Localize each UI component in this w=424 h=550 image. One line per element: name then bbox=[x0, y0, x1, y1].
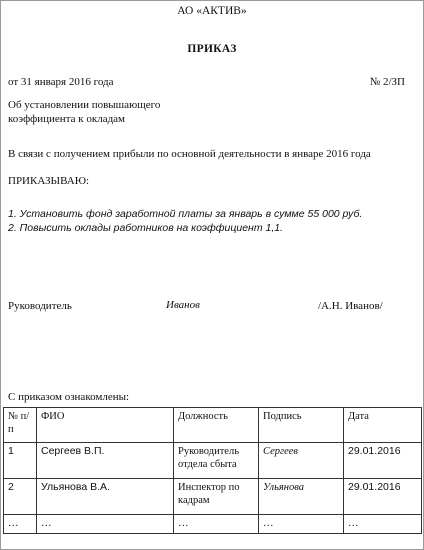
table-header-row bbox=[4, 408, 422, 443]
signer-role: Руководитель bbox=[8, 300, 72, 312]
order-number: № 2/ЗП bbox=[369, 76, 405, 88]
cell-name: Ульянова В.А. bbox=[37, 479, 174, 515]
cell-position: … bbox=[174, 515, 259, 534]
header-date: Дата bbox=[344, 408, 422, 443]
order-item: 1. Установить фонд заработной платы за январь в сумме 55 000 руб. bbox=[8, 208, 363, 220]
cell-name: Сергеев В.П. bbox=[37, 443, 174, 479]
signer-name: /А.Н. Иванов/ bbox=[318, 300, 383, 312]
cell-number: … bbox=[4, 515, 37, 534]
subject-line: коэффициента к окладам bbox=[8, 113, 126, 125]
order-item: 2. Повысить оклады работников на коэффициент 1,1. bbox=[8, 222, 283, 234]
cell-position: Руководитель отдела сбыта bbox=[174, 443, 259, 479]
header-number: № п/п bbox=[4, 408, 37, 443]
cell-signature: Ульянова bbox=[259, 479, 344, 515]
cell-signature: Сергеев bbox=[259, 443, 344, 479]
order-word: ПРИКАЗЫВАЮ: bbox=[8, 175, 90, 187]
table-row bbox=[4, 443, 422, 479]
cell-number: 1 bbox=[4, 443, 37, 479]
cell-name: … bbox=[37, 515, 174, 534]
header-name: ФИО bbox=[37, 408, 174, 443]
header-position: Должность bbox=[174, 408, 259, 443]
acknowledgement-table bbox=[3, 407, 422, 534]
cell-date: 29.01.2016 bbox=[344, 479, 422, 515]
order-subject bbox=[8, 98, 160, 126]
table-row bbox=[4, 515, 422, 534]
order-reason: В связи с получением прибыли по основной деятельности в январе 2016 года bbox=[8, 148, 371, 160]
organization-name: АО «АКТИВ» bbox=[177, 5, 247, 17]
cell-date: … bbox=[344, 515, 422, 534]
table-row bbox=[4, 479, 422, 515]
handwritten-signature: Иванов bbox=[166, 299, 200, 311]
cell-position: Инспектор по кадрам bbox=[174, 479, 259, 515]
acknowledged-label: С приказом ознакомлены: bbox=[8, 391, 130, 403]
cell-signature: … bbox=[259, 515, 344, 534]
order-items bbox=[8, 207, 362, 235]
subject-line: Об установлении повышающего bbox=[8, 99, 161, 111]
header-signature: Подпись bbox=[259, 408, 344, 443]
document-title: ПРИКАЗ bbox=[187, 43, 237, 55]
cell-number: 2 bbox=[4, 479, 37, 515]
order-date: от 31 января 2016 года bbox=[8, 76, 114, 88]
cell-date: 29.01.2016 bbox=[344, 443, 422, 479]
